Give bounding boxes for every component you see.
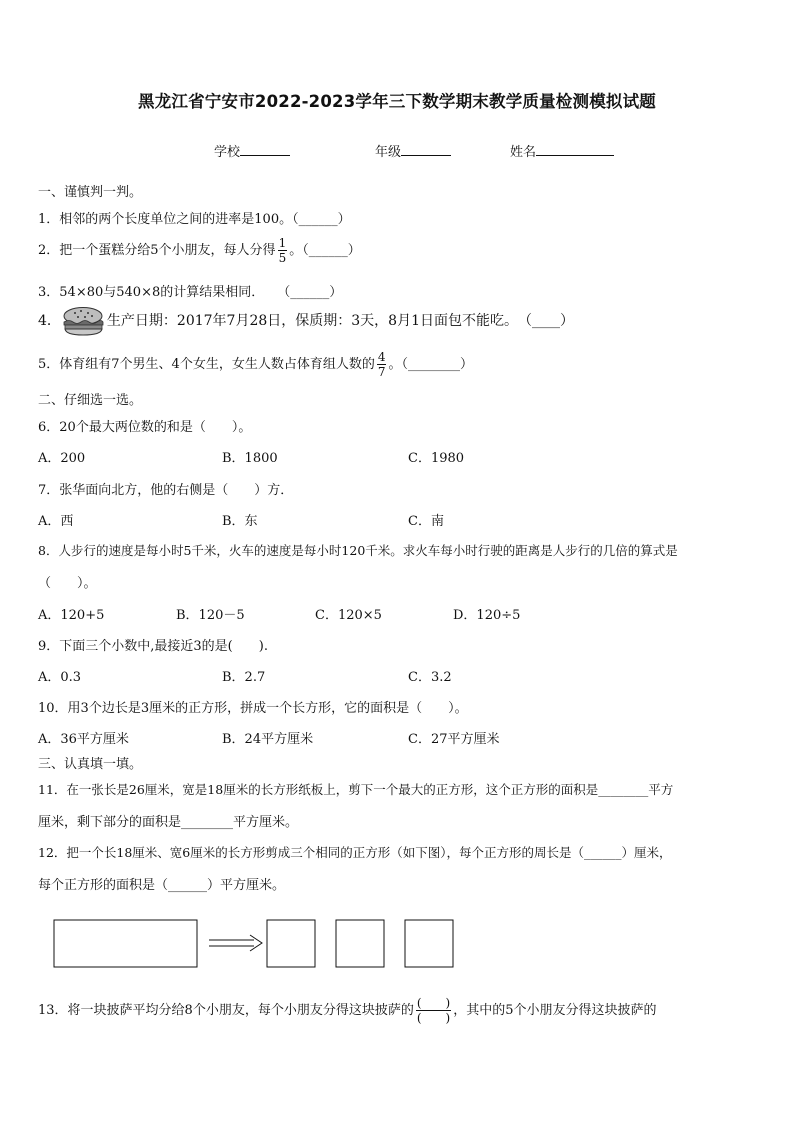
fraction-numerator[interactable]: ( ) <box>416 996 451 1010</box>
rectangle-to-squares-figure <box>0 910 794 980</box>
question-4 <box>38 306 574 336</box>
question-number: 11． <box>38 782 67 797</box>
option-c[interactable]: C．27平方厘米 <box>408 732 500 747</box>
question-10 <box>38 697 468 716</box>
option-d[interactable]: D．120÷5 <box>453 608 521 623</box>
question-7 <box>38 479 293 498</box>
question-8 <box>38 541 678 559</box>
option-c[interactable]: C．3.2 <box>408 670 452 685</box>
fraction-numerator: 4 <box>377 350 386 364</box>
option-a[interactable]: A．0.3 <box>38 670 82 685</box>
option-c[interactable]: C．南 <box>408 514 444 529</box>
question-number: 8． <box>38 543 59 558</box>
fraction-denominator: 5 <box>278 251 287 265</box>
question-11 <box>38 780 673 798</box>
option-b[interactable]: B．东 <box>222 514 258 529</box>
option-a[interactable]: A．200 <box>38 451 86 466</box>
school-label: 学校 <box>214 145 241 160</box>
question-text: 下面三个小数中,最接近3的是( ). <box>59 639 268 654</box>
school-field <box>214 141 290 160</box>
question-text: 相邻的两个长度单位之间的进率是100。（______） <box>59 212 351 227</box>
question-text: 把一个长18厘米、宽6厘米的长方形剪成三个相同的正方形（如下图），每个正方形的周长是（______）厘米， <box>66 845 672 860</box>
name-blank[interactable] <box>536 143 614 156</box>
option-b[interactable]: B．2.7 <box>222 670 266 685</box>
name-field <box>510 141 614 160</box>
question-1 <box>38 208 351 227</box>
section-heading-2: 二、仔细选一选。 <box>38 393 143 408</box>
question-text: 在一张长是26厘米，宽是18厘米的长方形纸板上，剪下一个最大的正方形，这个正方形的面积是________平方 <box>66 782 674 797</box>
question-11-continued: 厘米，剩下部分的面积是________平方厘米。 <box>38 815 299 830</box>
grade-blank[interactable] <box>401 143 451 156</box>
option-c[interactable]: C．1980 <box>408 451 465 466</box>
question-text: 把一个蛋糕分给5个小朋友，每人分得 <box>59 243 276 258</box>
question-12-continued: 每个正方形的面积是（______）平方厘米。 <box>38 878 286 893</box>
question-12 <box>38 843 672 861</box>
fraction <box>416 996 451 1025</box>
question-text-end: 。（______） <box>289 243 361 258</box>
question-number: 4． <box>38 313 61 329</box>
question-text: 人步行的速度是每小时5千米，火车的速度是每小时120千米。求火车每小时行驶的距离是人步行的几倍的算式是 <box>58 543 678 558</box>
section-heading-1: 一、谨慎判一判。 <box>38 185 143 200</box>
option-b[interactable]: B．1800 <box>222 451 278 466</box>
square-shape-1 <box>267 920 315 967</box>
question-text: 54×80与540×8的计算结果相同． （______） <box>59 285 343 300</box>
question-5 <box>38 350 473 379</box>
school-blank[interactable] <box>240 143 290 156</box>
question-text: 用3个边长是3厘米的正方形，拼成一个长方形，它的面积是（ ）。 <box>67 701 468 716</box>
question-text: 体育组有7个男生、4个女生，女生人数占体育组人数的 <box>59 357 375 372</box>
question-9 <box>38 635 268 654</box>
bread-icon <box>61 306 105 336</box>
fraction-numerator: 1 <box>278 236 287 250</box>
page-title: 黑龙江省宁安市2022-2023学年三下数学期末教学质量检测模拟试题 <box>138 92 656 111</box>
question-13 <box>38 996 656 1025</box>
question-2 <box>38 236 361 265</box>
fraction-denominator: 7 <box>377 365 386 379</box>
arrow-icon <box>209 935 262 951</box>
question-text: 生产日期：2017年7月28日，保质期：3天，8月1日面包不能吃。 （____） <box>106 313 574 329</box>
option-a[interactable]: A．36平方厘米 <box>38 732 129 747</box>
question-number: 7． <box>38 483 60 498</box>
square-shape-2 <box>336 920 384 967</box>
option-a[interactable]: A．西 <box>38 514 74 529</box>
grade-label: 年级 <box>375 145 402 160</box>
section-heading-3: 三、认真填一填。 <box>38 757 143 772</box>
question-number: 1． <box>38 212 60 227</box>
option-c[interactable]: C．120×5 <box>315 608 382 623</box>
question-number: 9． <box>38 639 60 654</box>
grade-field <box>375 141 451 160</box>
fraction-denominator[interactable]: ( ) <box>416 1011 451 1025</box>
question-text: 张华面向北方，他的右侧是（ ）方． <box>59 483 294 498</box>
question-8-continued: （ ）。 <box>38 576 97 591</box>
fraction <box>278 236 288 265</box>
question-number: 13． <box>38 1003 68 1018</box>
rectangle-shape <box>54 920 197 967</box>
question-number: 3． <box>38 285 60 300</box>
question-number: 2． <box>38 243 60 258</box>
question-text: 20个最大两位数的和是（ ）。 <box>59 420 252 435</box>
question-text-end: 。（________） <box>388 357 473 372</box>
fraction <box>377 350 387 379</box>
question-6 <box>38 416 251 435</box>
option-b[interactable]: B．120－5 <box>176 608 245 623</box>
square-shape-3 <box>405 920 453 967</box>
option-b[interactable]: B．24平方厘米 <box>222 732 314 747</box>
question-3 <box>38 281 342 300</box>
name-label: 姓名 <box>510 145 537 160</box>
question-number: 12． <box>38 845 67 860</box>
option-a[interactable]: A．120+5 <box>38 608 105 623</box>
question-number: 5． <box>38 357 60 372</box>
question-number: 6． <box>38 420 60 435</box>
question-text-end: ，其中的5个小朋友分得这块披萨的 <box>453 1003 657 1018</box>
question-number: 10． <box>38 701 68 716</box>
question-text: 将一块披萨平均分给8个小朋友，每个小朋友分得这块披萨的 <box>67 1003 414 1018</box>
